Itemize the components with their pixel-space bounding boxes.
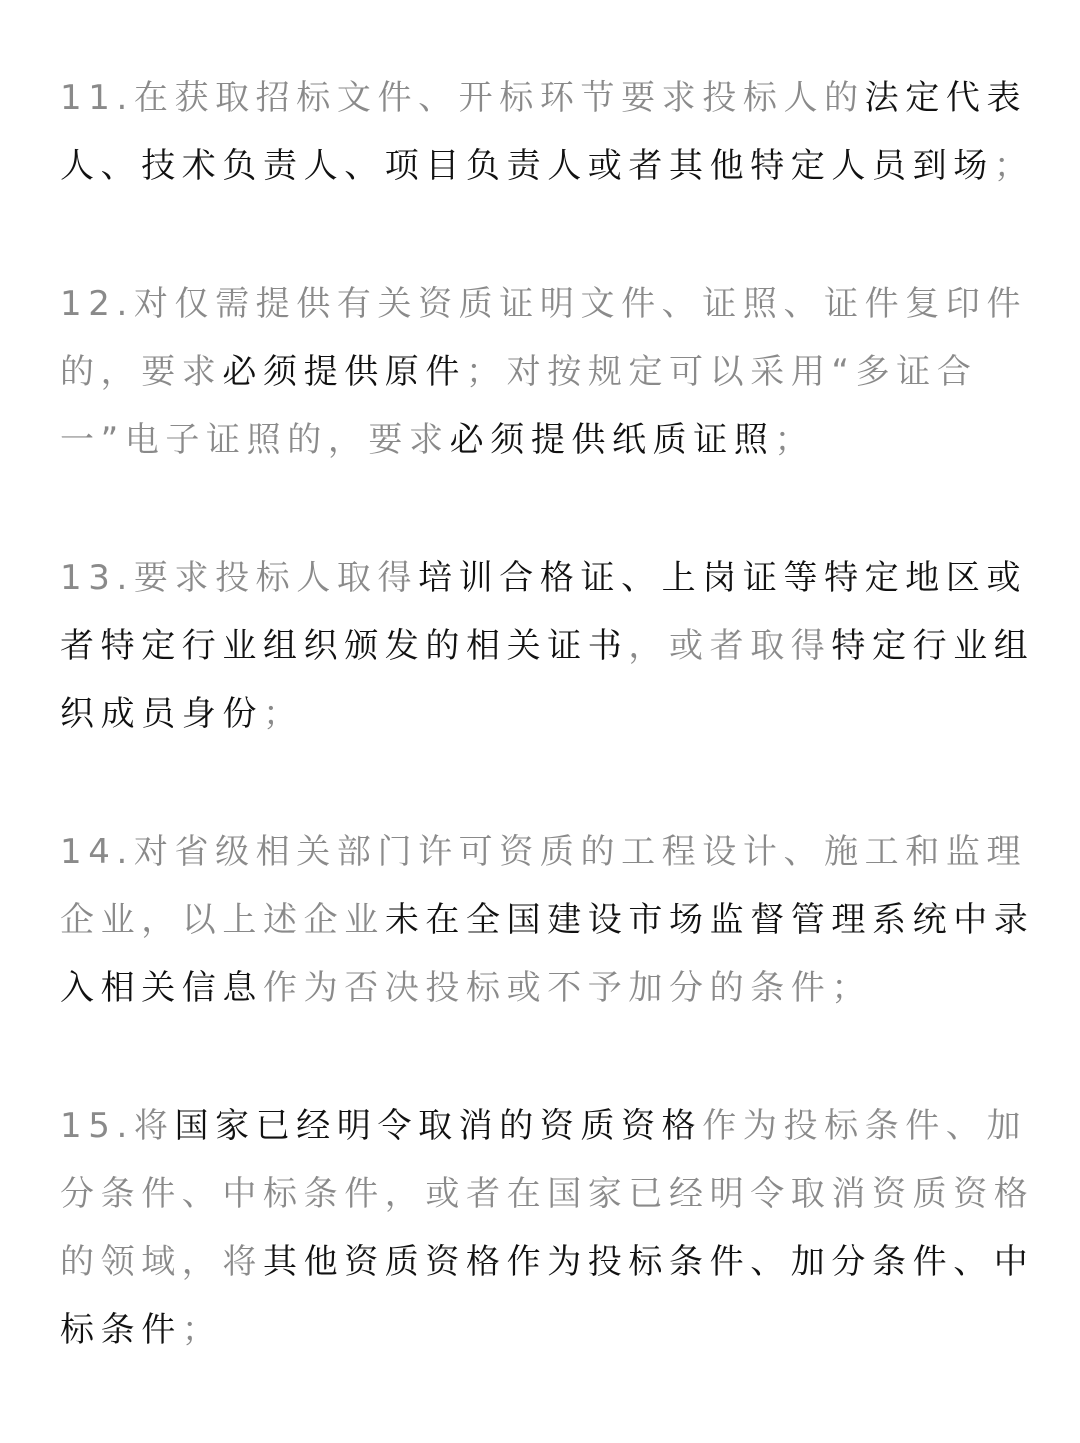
text-line [60,1296,1020,1364]
highlight-segment: 必须提供纸质证照 [449,420,775,460]
text-segment: ； [993,146,1035,186]
highlight-segment: 法定代表 [864,78,1028,118]
highlight-segment: 者特定行业组织颁发的相关证书 [60,626,629,666]
text-segment: 14.对省级相关部门许可资质的工程设计、施工和监理 [60,832,1028,872]
text-line [60,544,1028,612]
highlight-segment: 国家已经明令取消的资质资格 [174,1106,703,1146]
highlight-segment: 其他资质资格作为投标条件、加分条件、中 [263,1242,1035,1282]
highlight-segment: 未在全国建设市场监督管理系统中录 [384,900,1035,940]
text-line [60,818,1028,886]
text-segment: 的领域，将 [60,1242,263,1282]
highlight-segment: 培训合格证、上岗证等特定地区或 [418,558,1028,598]
text-line [60,1228,1035,1296]
text-segment: 作为否决投标或不予加分的条件； [263,968,872,1008]
list-item-15 [60,1092,1035,1364]
article-body [60,64,1035,1434]
text-segment: ，或者取得 [628,626,832,666]
text-segment: 企业，以上述企业 [60,900,385,940]
list-item-13 [60,544,1035,748]
text-segment: 分条件、中标条件，或者在国家已经明令取消资质资格 [60,1174,1035,1214]
text-segment: 11.在获取招标文件、开标环节要求投标人的 [60,78,865,118]
text-line [60,954,1020,1022]
text-segment: ； [263,694,304,734]
text-line [60,338,1020,406]
text-segment: 15.将 [60,1106,175,1146]
text-line [60,612,1035,680]
highlight-segment: 人、技术负责人、项目负责人或者其他特定人员到场 [60,146,994,186]
text-line [60,1160,1035,1228]
text-segment: 12.对仅需提供有关资质证明文件、证照、证件复印件 [60,284,1028,324]
text-segment: 作为投标条件、加 [702,1106,1028,1146]
list-item-14 [60,818,1035,1022]
highlight-segment: 入相关信息 [60,968,263,1008]
highlight-segment: 必须提供原件 [222,352,467,392]
text-line [60,886,1035,954]
highlight-segment: 标条件 [60,1310,182,1350]
list-item-12 [60,270,1028,474]
highlight-segment: 织成员身份 [60,694,263,734]
text-line [60,1092,1028,1160]
text-segment: ；对按规定可以采用“多证合 [466,352,978,392]
text-segment: 13.要求投标人取得 [60,558,419,598]
text-line [60,270,1028,338]
text-segment: ； [181,1310,223,1350]
text-segment: 的，要求 [60,352,223,392]
text-segment: ； [774,420,816,460]
text-line [60,132,1035,200]
text-line [60,64,1028,132]
text-line [60,406,1020,474]
text-segment: 一”电子证照的，要求 [60,420,450,460]
text-line [60,680,1020,748]
list-item-11 [60,64,1035,200]
highlight-segment: 特定行业组 [831,626,1035,666]
